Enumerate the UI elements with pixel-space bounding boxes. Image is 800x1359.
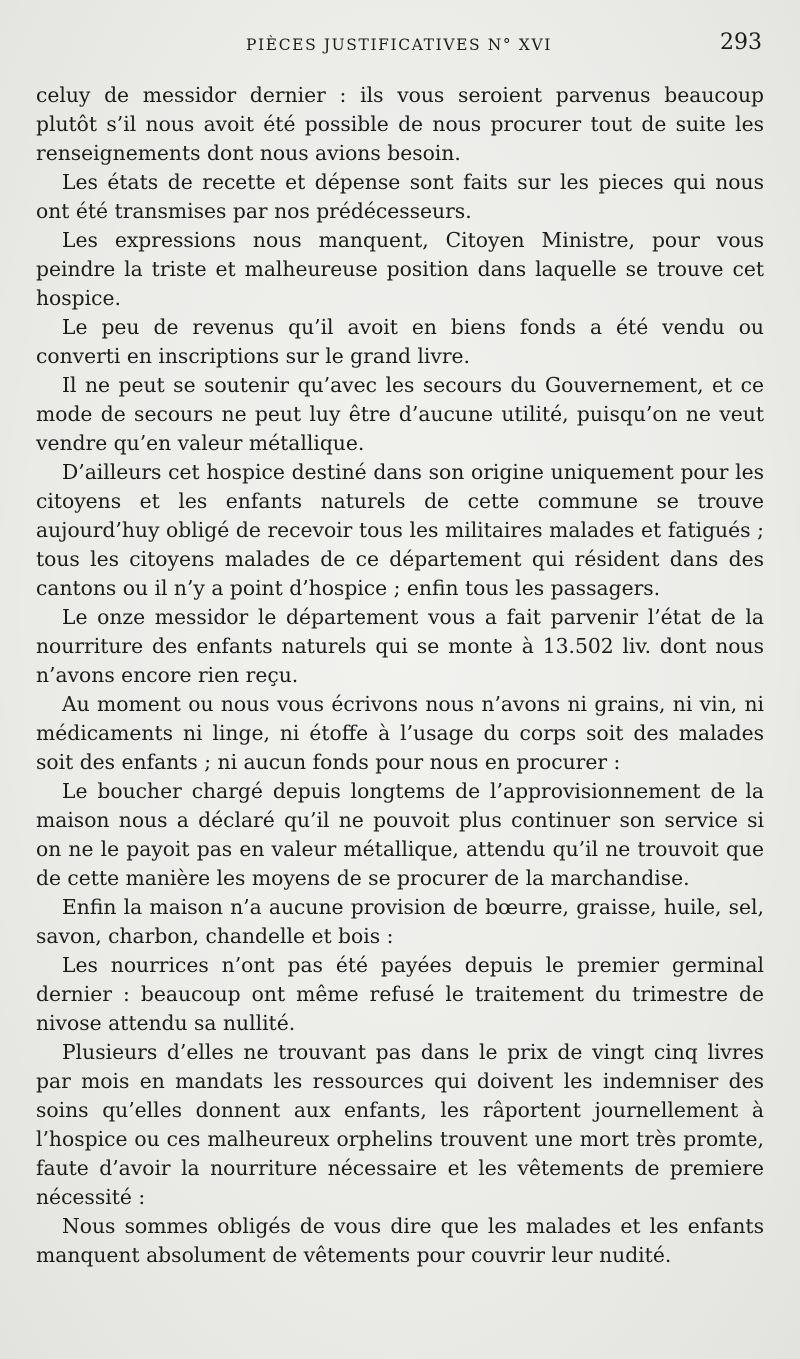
paragraph: Le onze messidor le département vous a fait parvenir l’état de la nourriture des enfants naturels qui se monte à 13.502 liv. dont nous n’avons encore rien reçu.	[36, 605, 764, 687]
paragraph: Enfin la maison n’a aucune provision de bœurre, graisse, huile, sel, savon, charbon, chandelle et bois :	[36, 895, 764, 948]
paragraph: Les états de recette et dépense sont faits sur les pieces qui nous ont été transmises par nos prédécesseurs.	[36, 170, 764, 223]
paragraph: Les expressions nous manquent, Citoyen Ministre, pour vous peindre la triste et malheureuse position dans laquelle se trouve cet hospice.	[36, 228, 764, 310]
paragraph: Les nourrices n’ont pas été payées depuis le premier germinal dernier : beaucoup ont même refusé le traitement du trimestre de nivose attendu sa nullité.	[36, 953, 764, 1035]
page-header	[36, 30, 762, 60]
running-head: PIÈCES JUSTIFICATIVES N° XVI	[246, 36, 552, 54]
paragraph: Nous sommes obligés de vous dire que les malades et les enfants manquent absolument de vêtements pour couvrir leur nudité.	[36, 1214, 764, 1267]
paragraph: Il ne peut se soutenir qu’avec les secours du Gouvernement, et ce mode de secours ne peut luy être d’aucune utilité, puisqu’on ne veut vendre qu’en valeur métallique.	[36, 373, 764, 455]
body-text	[36, 81, 764, 1270]
paragraph: Au moment ou nous vous écrivons nous n’avons ni grains, ni vin, ni médicaments ni linge, ni étoffe à l’usage du corps soit des malades soit des enfants ; ni aucun fonds pour nous en procurer :	[36, 692, 764, 774]
paragraph: Le boucher chargé depuis longtems de l’approvisionnement de la maison nous a déclaré qu’il ne pouvoit plus continuer son service si on ne le payoit pas en valeur métallique, attendu qu’il ne trouvoit que de cette manière les moyens de se procurer de la marchandise.	[36, 779, 764, 890]
paragraph: Le peu de revenus qu’il avoit en biens fonds a été vendu ou converti en inscriptions sur le grand livre.	[36, 315, 764, 368]
paragraph: Plusieurs d’elles ne trouvant pas dans le prix de vingt cinq livres par mois en mandats les ressources qui doivent les indemniser des soins qu’elles donnent aux enfants, les râportent journellement à l’hospice ou ces malheureux orphelins trouvent une mort très promte, faute d’avoir la nourriture nécessaire et les vêtements de premiere nécessité :	[36, 1040, 764, 1209]
paragraph: D’ailleurs cet hospice destiné dans son origine uniquement pour les citoyens et les enfants naturels de cette commune se trouve aujourd’huy obligé de recevoir tous les militaires malades et fatigués ; tous les citoyens malades de ce département qui résident dans des cantons ou il n’y a point d’hospice ; enfin tous les passagers.	[36, 460, 764, 600]
page-number: 293	[720, 30, 762, 55]
paragraph-continued: celuy de messidor dernier : ils vous seroient parvenus beaucoup plutôt s’il nous avoit été possible de nous procurer tout de suite les renseignements dont nous avions besoin.	[36, 83, 764, 165]
